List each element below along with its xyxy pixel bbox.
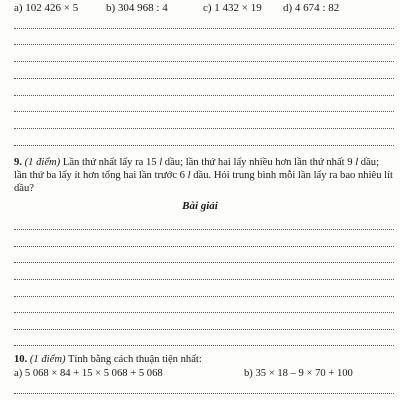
answer-line[interactable] [14,111,394,112]
q10-points: (1 điểm) [29,354,66,365]
q10-text [14,353,394,366]
q9-text-part: dầu. Hỏi trung bình mỗi lần lấy ra bao nhiêu lít dầu? [14,170,393,194]
q10-number: 10. [14,354,28,365]
answer-line[interactable] [14,345,394,346]
answer-line[interactable] [14,262,394,263]
unit-liter: l [355,157,359,168]
q9-text [14,156,394,195]
answer-line[interactable] [14,28,394,29]
answer-line[interactable] [14,145,394,146]
answer-line[interactable] [14,95,394,96]
answer-line[interactable] [14,393,394,394]
q10-item-b: b) 35 × 18 – 9 × 70 + 100 [244,368,353,379]
q9-points: (1 điểm) [24,157,61,168]
answer-line[interactable] [14,128,394,129]
answer-line[interactable] [14,44,394,45]
q9-text-part: Lần thứ nhất lấy ra 15 [60,157,160,168]
answer-line[interactable] [14,279,394,280]
answer-line[interactable] [14,296,394,297]
q8-calc-row [0,2,400,16]
q10-instruction: Tính bằng cách thuận tiện nhất: [65,354,202,365]
q8-item-a: a) 102 426 × 5 [14,2,79,14]
unit-liter: l [187,170,191,181]
q8-item-c: c) 1 432 × 19 [203,2,262,14]
unit-liter: l [159,157,163,168]
solution-title: Bài giải [182,200,218,212]
answer-line[interactable] [14,329,394,330]
q8-item-b: b) 304 968 : 4 [106,2,168,14]
q8-item-d: d) 4 674 : 82 [283,2,340,14]
answer-line[interactable] [14,312,394,313]
q9-text-part: dầu; lần thứ hai lấy nhiều hơn lần thứ nhất 9 [162,157,356,168]
answer-line[interactable] [14,229,394,230]
answer-line[interactable] [14,78,394,79]
q9-text-part: dầu; lần thứ ba lấy ít hơn tổng hai lần trước 6 [14,157,380,181]
q9-number: 9. [14,157,22,168]
answer-line[interactable] [14,246,394,247]
q10-item-a: a) 5 068 × 84 + 15 × 5 068 + 5 068 [14,368,163,379]
answer-line[interactable] [14,61,394,62]
